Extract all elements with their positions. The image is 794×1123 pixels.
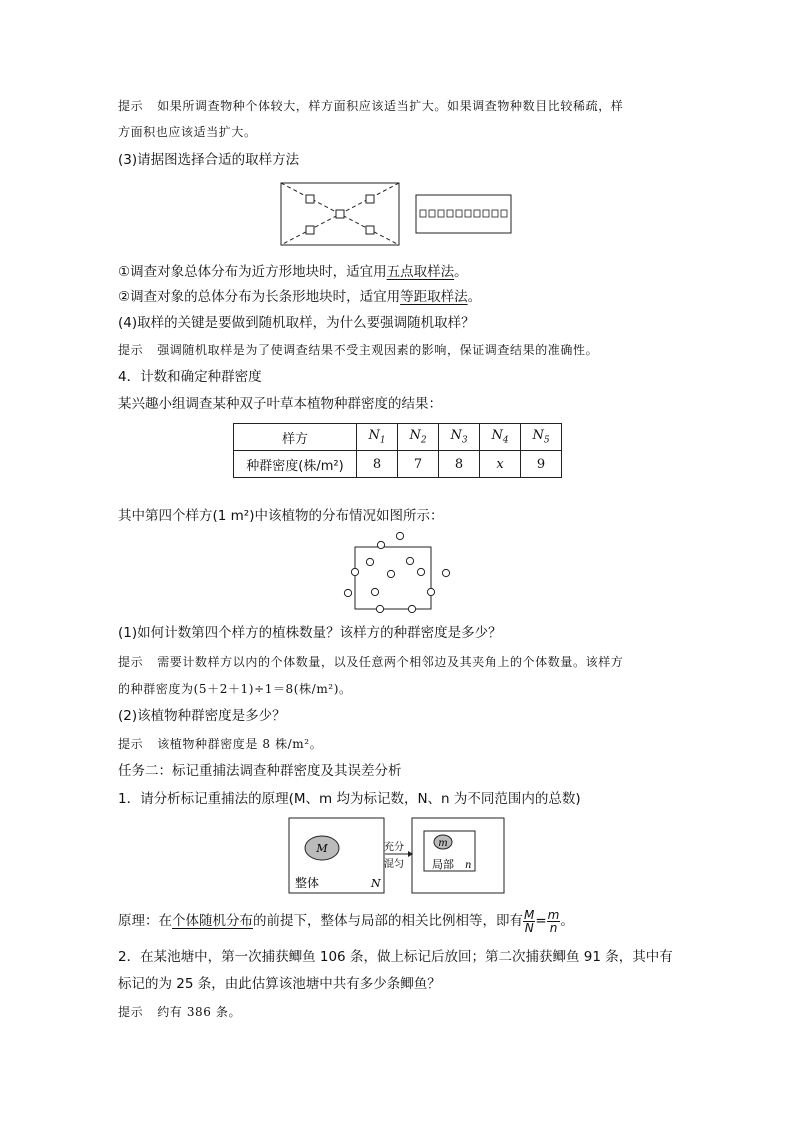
label-N: N — [371, 877, 381, 890]
task-2-item-2b: 标记的为 25 条，由此估算该池塘中共有多少条鲫鱼？ — [118, 976, 441, 992]
label-whole: 整体 — [295, 876, 320, 890]
hint-line-5: 提示 约有 386 条。 — [118, 1005, 242, 1019]
label-n: n — [465, 860, 472, 871]
mark-recapture-diagram — [288, 817, 506, 895]
question-4: (4)取样的关键是要做到随机取样，为什么要强调随机取样？ — [118, 315, 475, 331]
label-m: m — [438, 838, 448, 849]
arrow-label-top: 充分 — [384, 842, 404, 853]
table-cell: x — [480, 451, 521, 478]
hint-line-2: 提示 强调随机取样是为了使调查结果不受主观因素的影响，保证调查结果的准确性。 — [118, 343, 599, 357]
table-cell: 7 — [398, 451, 439, 478]
label-M: M — [316, 842, 328, 855]
hint-text: 如果所调查物种个体较大，样方面积应该适当扩大。如果调查物种数目比较稀疏，样 — [157, 99, 624, 113]
principle-text: 原理：在个体随机分布的前提下，整体与局部的相关比例相等，即有 $\frac{M}{N}$ = $\frac{m}{n}$ 。 — [118, 907, 574, 935]
arrow-label-bottom: 混匀 — [384, 859, 404, 870]
equidistant-method: 等距取样法 — [400, 289, 468, 305]
table-header-density: 种群密度(株/m²) — [234, 451, 357, 478]
random-distribution-term: 个体随机分布 — [172, 913, 253, 929]
five-point-method: 五点取样法 — [386, 264, 455, 280]
quadrat-distribution-figure — [340, 528, 454, 616]
method-2: ②调查对象的总体分布为长条形地块时，适宜用等距取样法。 — [118, 289, 482, 305]
hint-line-4: 提示 该植物种群密度是 8 株/m²。 — [118, 737, 323, 751]
fraction-M-N: $\frac{M}{N}$ — [524, 907, 535, 935]
hint-line-3b: 的种群密度为(5＋2＋1)÷1＝8(株/m²)。 — [118, 682, 352, 696]
task-2-item-1: 1．请分析标记重捕法的原理(M、m 均为标记数，N、n 为不同范围内的总数) — [118, 791, 581, 807]
table-cell: 8 — [357, 451, 398, 478]
equidistant-sampling-figure — [416, 195, 511, 233]
table-intro: 某兴趣小组调查某种双子叶草本植物种群密度的结果： — [118, 396, 442, 412]
sampling-methods-figure — [280, 182, 515, 248]
table-col: $N_3$ — [439, 424, 480, 451]
hint-line-1 — [118, 96, 623, 116]
question-1: (1)如何计数第四个样方的植株数量？该样方的种群密度是多少？ — [118, 625, 502, 641]
hint-line-3: 提示 需要计数样方以内的个体数量，以及任意两个相邻边及其夹角上的个体数量。该样方 — [118, 655, 624, 669]
table-row — [234, 451, 562, 478]
fraction-m-n: $\frac{m}{n}$ — [547, 907, 560, 935]
hint-label: 提示 — [118, 99, 144, 113]
question-2: (2)该植物种群密度是多少？ — [118, 708, 286, 724]
label-part: 局部 — [432, 858, 454, 871]
table-row — [234, 424, 562, 451]
table-col: $N_5$ — [521, 424, 562, 451]
table-col: $N_2$ — [398, 424, 439, 451]
table-col: $N_1$ — [357, 424, 398, 451]
task-2-item-2a: 2．在某池塘中，第一次捕获鲫鱼 106 条，做上标记后放回；第二次捕获鲫鱼 91 条，其中有 — [118, 949, 673, 965]
table-cell: 9 — [521, 451, 562, 478]
table-col: $N_4$ — [480, 424, 521, 451]
section-heading-4: 4．计数和确定种群密度 — [118, 369, 262, 385]
table-header-quadrat: 样方 — [234, 424, 357, 451]
task-2-heading: 任务二：标记重捕法调查种群密度及其误差分析 — [118, 763, 402, 779]
method-1: ①调查对象总体分布为近方形地块时，适宜用五点取样法。 — [118, 264, 468, 280]
table-cell: 8 — [439, 451, 480, 478]
hint-line-1b: 方面积也应该适当扩大。 — [118, 125, 257, 139]
fourth-quadrat-text: 其中第四个样方(1 m²)中该植物的分布情况如图所示： — [118, 508, 444, 524]
question-3: (3)请据图选择合适的取样方法 — [118, 152, 300, 168]
density-table — [233, 423, 562, 478]
five-point-sampling-figure — [281, 183, 399, 245]
